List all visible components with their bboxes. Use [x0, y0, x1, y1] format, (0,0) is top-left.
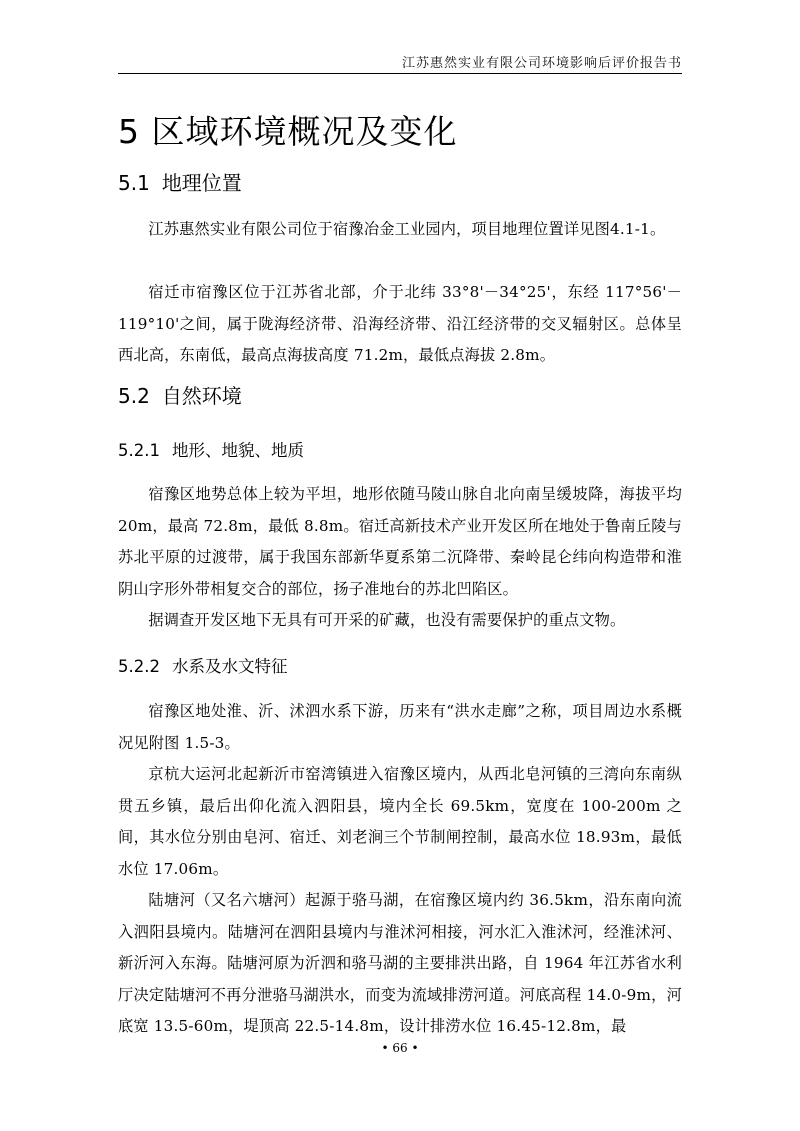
section-5-1-heading [118, 169, 242, 197]
section-number: 5.1 [118, 171, 150, 195]
section-title: 地理位置 [161, 171, 242, 195]
paragraph: 宿豫区地势总体上较为平坦，地形依随马陵山脉自北向南呈缓坡降，海拔平均 20m，最高 72.8m，最低 8.8m。宿迁高新技术产业开发区所在地处于鲁南丘陵与苏北平原的过渡带，属于我国东部新华夏系第二沉降带、秦岭昆仑纬向构造带和淮阴山字形外带相复交合的部位，扬子准地台的苏北凹陷区。 [118, 485, 682, 598]
paragraph: 陆塘河（又名六塘河）起源于骆马湖，在宿豫区境内约 36.5km，沿东南向流入泗阳县境内。陆塘河在泗阳县境内与淮沭河相接，河水汇入淮沭河，经淮沭河、新沂河入东海。陆塘河原为沂泗和骆马湖的主要排洪出路，自 1964 年江苏省水利厅决定陆塘河不再分泄骆马湖洪水，而变为流域排涝河道。河底高程 14.0-9m，河底宽 13.5-60m，堤顶高 22.5-14.8m，设计排涝水位 16.45-12.8m，最 [118, 891, 682, 1035]
section-5-2-heading [118, 382, 242, 410]
section-title: 地形、地貌、地质 [171, 441, 304, 460]
header-rule [118, 73, 682, 74]
paragraph: 京杭大运河北起新沂市窑湾镇进入宿豫区境内，从西北皂河镇的三湾向东南纵贯五乡镇，最后出仰化流入泗阳县，境内全长 69.5km，宽度在 100-200m 之间，其水位分别由皂河、宿迁、刘老涧三个节制闸控制，最高水位 18.93m，最低水位 17.06m。 [118, 765, 682, 878]
chapter-title [118, 110, 458, 154]
section-title: 自然环境 [161, 384, 242, 408]
paragraph: 江苏惠然实业有限公司位于宿豫冶金工业园内，项目地理位置详见图4.1-1。 [148, 220, 666, 238]
page-number: • 66 • [381, 1041, 419, 1055]
section-5-2-2-heading [118, 655, 287, 679]
paragraph: 宿迁市宿豫区位于江苏省北部，介于北纬 33°8'－34°25'，东经 117°56'－119°10'之间，属于陇海经济带、沿海经济带、沿江经济带的交叉辐射区。总体呈西北高，东南低，最高点海拔高度 71.2m，最低点海拔 2.8m。 [118, 283, 682, 364]
running-header: 江苏惠然实业有限公司环境影响后评价报告书 [401, 56, 682, 71]
chapter-title-text: 区域环境概况及变化 [151, 112, 458, 151]
paragraph: 宿豫区地处淮、沂、沭泗水系下游，历来有“洪水走廊”之称，项目周边水系概况见附图 1.5-3。 [118, 702, 682, 752]
section-title: 水系及水文特征 [171, 657, 288, 676]
paragraph: 据调查开发区地下无具有可开采的矿藏，也没有需要保护的重点文物。 [148, 611, 626, 629]
section-number: 5.2.2 [118, 657, 160, 676]
section-number: 5.2 [118, 384, 150, 408]
section-5-2-1-heading [118, 439, 304, 463]
chapter-number: 5 [118, 112, 140, 151]
section-number: 5.2.1 [118, 441, 160, 460]
